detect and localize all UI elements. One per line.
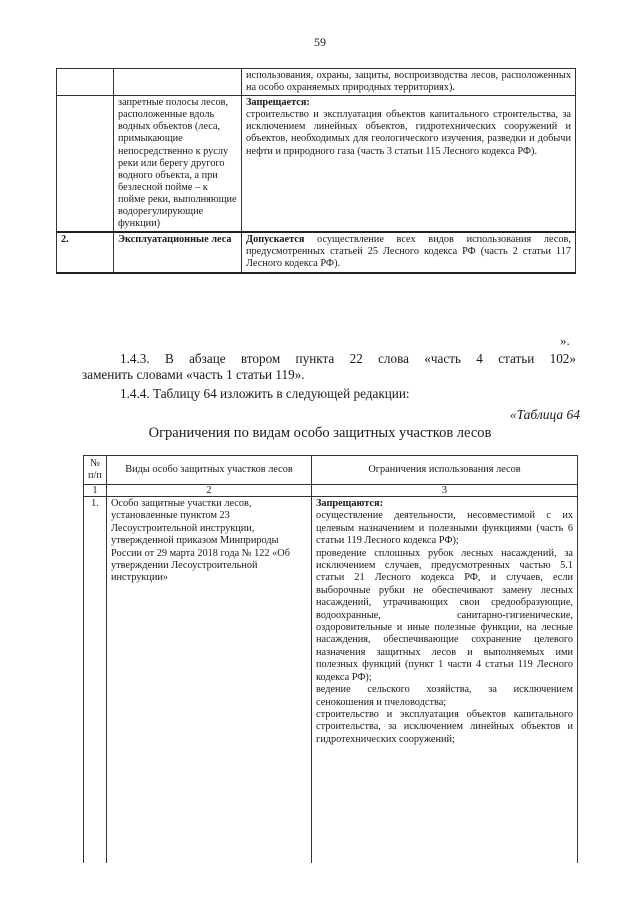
- table-title: Ограничения по видам особо защитных участков лесов: [148, 425, 492, 441]
- page-number: 59: [314, 35, 326, 49]
- header-kind: Виды особо защитных участков лесов: [107, 456, 312, 485]
- table-cell: [57, 69, 114, 96]
- restriction-cell: использования, охраны, защиты, воспроизводства лесов, расположенных на особо охраняемых природных территориях).: [242, 69, 576, 96]
- table-header-row: [84, 456, 578, 485]
- paragraph-1-4-3: 1.4.3. В абзаце втором пункта 22 слова «часть 4 статьи 102»: [120, 351, 576, 366]
- table-row: [84, 497, 578, 864]
- restriction-cell: [312, 497, 578, 864]
- zone-cell: запретные полосы лесов, расположенные вдоль водных объектов (леса, примыкающие непосредственно к руслу реки или берегу другого водного объекта, а при безлесной пойме – к пойме реки, выполняющие водорегулирующие функции): [114, 96, 242, 233]
- list-item: проведение сплошных рубок лесных насаждений, за исключением случаев, предусмотренных частью 5.1 статьи 21 Лесного кодекса РФ, и случаев, если выборочные рубки не обеспечивают замену лесных насаждений, утрачивающих свои средообразующие, водоохранные, санитарно-гигиенические, оздоровительные и иные полезные функции, на лесные насаждения, обеспечивающие сохранение целевого назначения защитных лесов и выполняемых ими полезных функций (пункт 1 части 4 статьи 119 Лесного кодекса РФ);: [316, 547, 573, 683]
- table-row: [57, 69, 576, 96]
- header-restrictions: Ограничения использования лесов: [312, 456, 578, 485]
- restriction-heading: Запрещается:: [246, 97, 310, 109]
- table-cell: [57, 96, 114, 233]
- row-number: 2.: [57, 232, 114, 272]
- column-number: 3: [312, 485, 578, 497]
- restriction-heading: Допускается: [246, 234, 305, 246]
- zone-cell: Эксплуатационные леса: [114, 232, 242, 272]
- column-number: 2: [107, 485, 312, 497]
- restriction-cell: [242, 232, 576, 272]
- table-row: [57, 232, 576, 272]
- column-number-row: [84, 485, 578, 497]
- kind-cell: Особо защитные участки лесов, установленные пунктом 23 Лесоустроительной инструкции, утвержденной приказом Минприроды России от 29 марта 2018 года № 122 «Об утверждении Лесоустроительной инструкции»: [107, 497, 312, 864]
- quote-end: ».: [560, 333, 570, 348]
- list-item: ведение сельского хозяйства, за исключением сенокошения и пчеловодства;: [316, 684, 573, 708]
- restriction-text: строительство и эксплуатация объектов капитального строительства, за исключением линейных объектов, гидротехнических сооружений и объектов, необходимых для геологического изучения, разведки и добычи нефти и природного газа (часть 3 статьи 115 Лесного кодекса РФ).: [246, 109, 571, 157]
- continued-table: [56, 68, 576, 274]
- list-item: строительство и эксплуатация объектов капитального строительства, за исключением линейных объектов и гидротехнических сооружений;: [316, 708, 573, 745]
- paragraph-1-4-4: 1.4.4. Таблицу 64 изложить в следующей редакции:: [120, 386, 410, 401]
- row-number: 1.: [84, 497, 107, 864]
- header-num: № п/п: [84, 456, 107, 485]
- paragraph-1-4-3-cont: заменить словами «часть 1 статьи 119».: [82, 367, 305, 382]
- restriction-heading: Запрещаются:: [316, 498, 384, 509]
- restriction-text: осуществление всех видов использования лесов, предусмотренных статьей 25 Лесного кодекса РФ (часть 2 статьи 117 Лесного кодекса РФ).: [246, 234, 571, 270]
- column-number: 1: [84, 485, 107, 497]
- table-row: [57, 96, 576, 233]
- table-cell: [114, 69, 242, 96]
- restriction-cell: [242, 96, 576, 233]
- table-tag: «Таблица 64: [509, 407, 580, 422]
- list-item: осуществление деятельности, несовместимой с их целевым назначением и полезными функциями (часть 6 статьи 119 Лесного кодекса РФ);: [316, 510, 573, 547]
- table-64: [83, 455, 578, 863]
